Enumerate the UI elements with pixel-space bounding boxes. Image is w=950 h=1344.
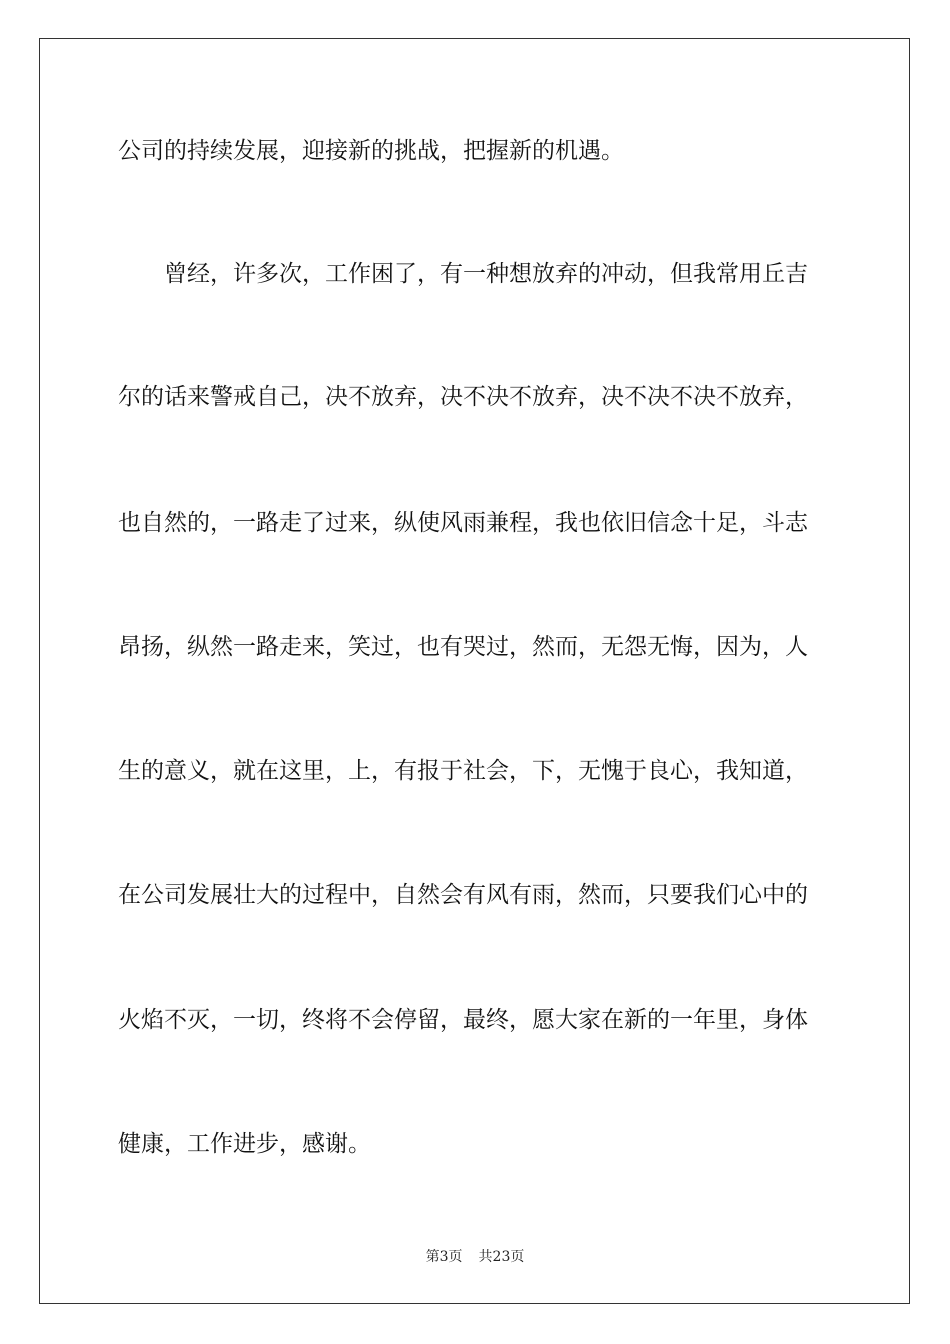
- paragraph-line: 生的意义，就在这里，上，有报于社会，下，无愧于良心，我知道，: [118, 758, 808, 784]
- page-frame: [39, 38, 910, 1304]
- paragraph-line: 也自然的，一路走了过来，纵使风雨兼程，我也依旧信念十足，斗志: [118, 510, 808, 536]
- paragraph-line: 尔的话来警戒自己，决不放弃，决不决不放弃，决不决不决不放弃，: [118, 384, 808, 410]
- paragraph-line: 火焰不灭，一切，终将不会停留，最终，愿大家在新的一年里，身体: [118, 1007, 808, 1033]
- paragraph-line: 昂扬，纵然一路走来，笑过，也有哭过，然而，无怨无悔，因为，人: [118, 634, 808, 660]
- paragraph-line: 公司的持续发展，迎接新的挑战，把握新的机遇。: [118, 138, 624, 164]
- page-total: 共23页: [478, 1249, 525, 1265]
- paragraph-line: 在公司发展壮大的过程中，自然会有风有雨，然而，只要我们心中的: [118, 882, 808, 908]
- paragraph-line: 曾经，许多次，工作困了，有一种想放弃的冲动，但我常用丘吉: [164, 261, 808, 287]
- page-number: 第3页: [425, 1249, 463, 1265]
- paragraph-line: 健康，工作进步，感谢。: [118, 1131, 371, 1157]
- page-footer: [0, 1247, 950, 1267]
